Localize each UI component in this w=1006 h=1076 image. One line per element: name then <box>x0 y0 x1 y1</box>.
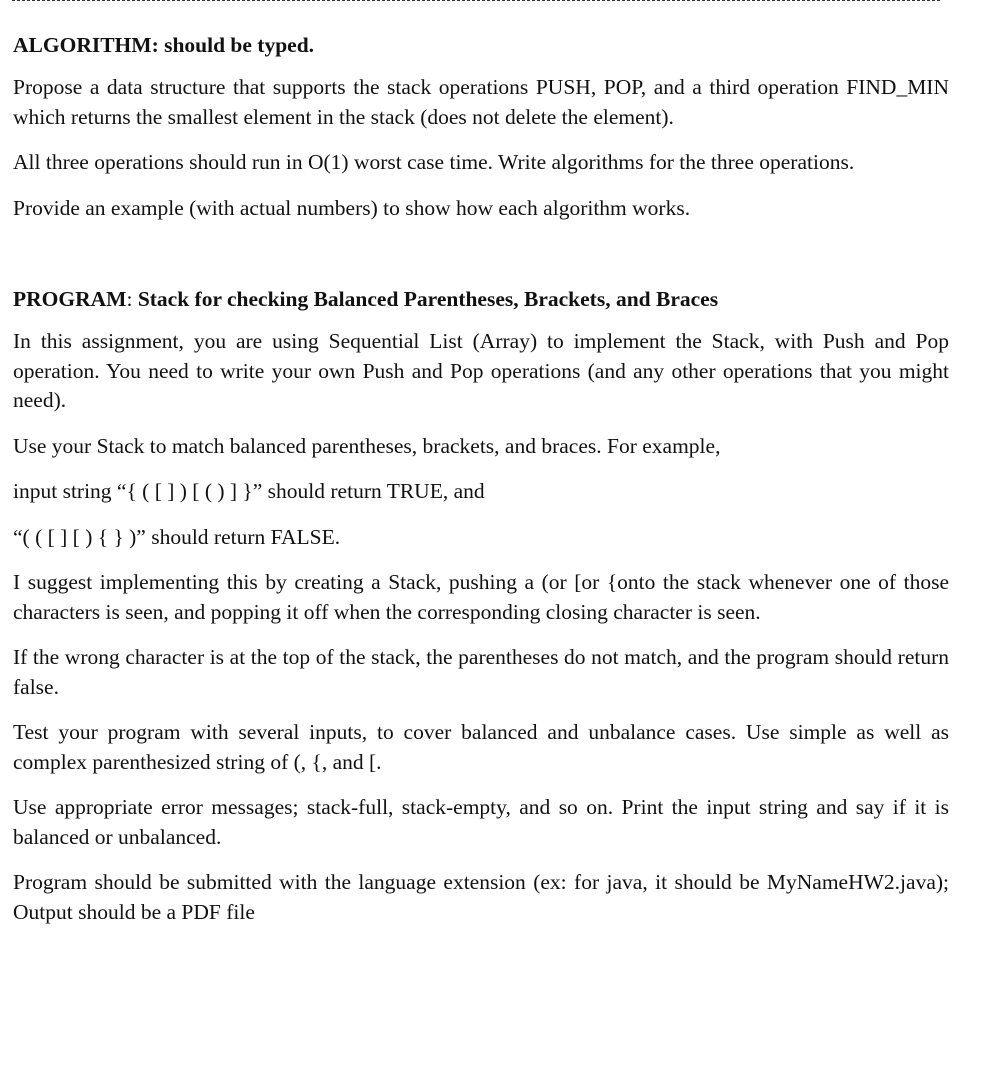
program-paragraph-4: “( ( [ ] [ ) { } )” should return FALSE. <box>13 524 341 549</box>
program-heading-colon: : <box>126 287 133 311</box>
program-heading <box>13 285 949 313</box>
algorithm-paragraph-2: All three operations should run in O(1) worst case time. Write algorithms for the three operations. <box>13 150 855 174</box>
program-paragraph-9: Program should be submitted with the language extension (ex: for java, it should be MyNameHW2.java); Output should be a PDF file <box>13 870 949 924</box>
program-paragraph-5: I suggest implementing this by creating a Stack, pushing a (or [or {onto the stack whenever one of those characters is seen, and popping it off when the corresponding closing character is seen. <box>13 570 949 624</box>
section-gap <box>13 239 949 285</box>
program-paragraph-6: If the wrong character is at the top of the stack, the parentheses do not match, and the program should return false. <box>13 645 949 699</box>
program-paragraph-3: input string “{ ( [ ] ) [ ( ) ] }” should return TRUE, and <box>13 479 485 503</box>
program-paragraph-8: Use appropriate error messages; stack-full, stack-empty, and so on. Print the input string and say if it is balanced or unbalanced. <box>13 795 949 849</box>
program-paragraph-2: Use your Stack to match balanced parentheses, brackets, and braces. For example, <box>13 433 721 458</box>
program-paragraph-1: In this assignment, you are using Sequential List (Array) to implement the Stack, with Push and Pop operation. You need to write your own Push and Pop operations (and any other operations that you might need). <box>13 329 949 412</box>
program-heading-label: PROGRAM <box>13 287 127 311</box>
program-section <box>13 285 949 927</box>
algorithm-heading: ALGORITHM: should be typed. <box>13 33 315 57</box>
program-heading-title: Stack for checking Balanced Parentheses, Brackets, and Braces <box>132 287 719 311</box>
dashed-separator <box>12 0 940 1</box>
program-paragraph-7: Test your program with several inputs, to cover balanced and unbalance cases. Use simple as well as complex parenthesized string of (, {, and [. <box>13 720 949 774</box>
algorithm-section <box>13 31 949 223</box>
assignment-document <box>13 31 949 943</box>
algorithm-paragraph-1: Propose a data structure that supports the stack operations PUSH, POP, and a third operation FIND_MIN which returns the smallest element in the stack (does not delete the element). <box>13 75 949 129</box>
algorithm-paragraph-3: Provide an example (with actual numbers) to show how each algorithm works. <box>13 195 691 220</box>
